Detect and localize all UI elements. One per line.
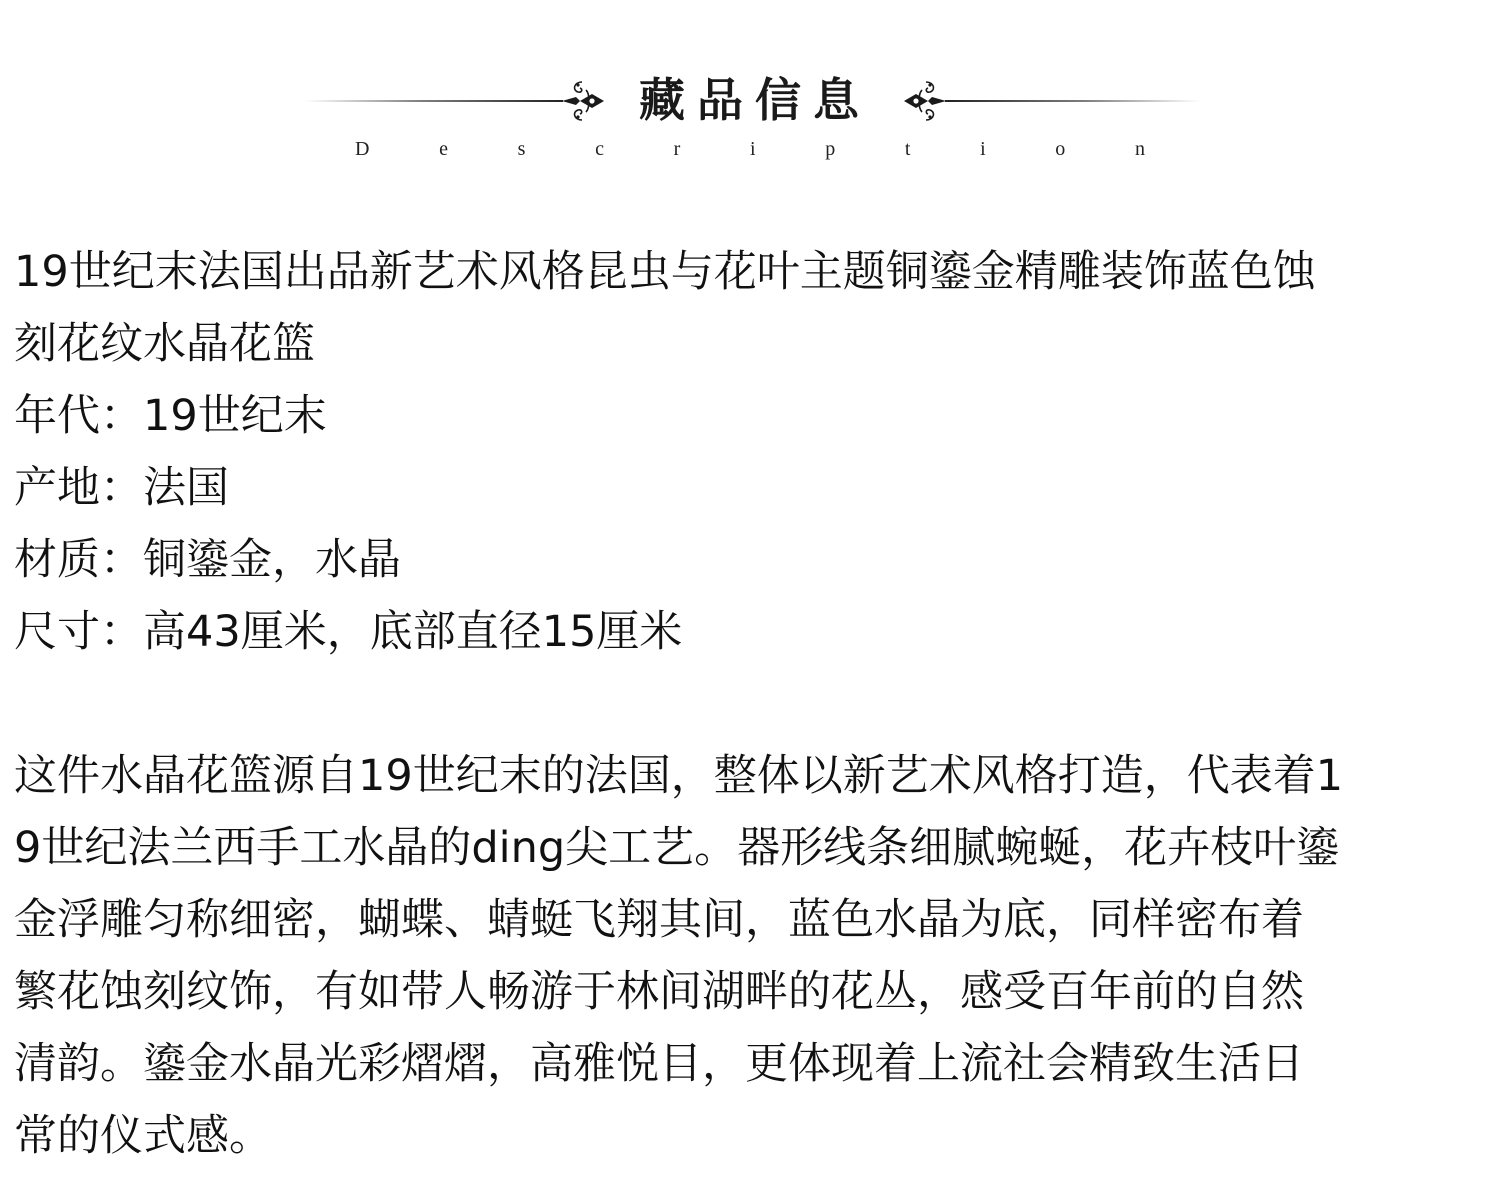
description-line: 9世纪法兰西手工水晶的ding尖工艺。器形线条细腻蜿蜒，花卉枝叶鎏 [14,823,1340,873]
section-header [0,0,1500,180]
description-line: 常的仪式感。 [14,1111,272,1161]
subtitle-letter: c [595,138,604,160]
product-name-line: 刻花纹水晶花篮 [14,319,315,369]
spec-material: 材质：铜鎏金，水晶 [14,535,401,585]
description-line: 繁花蚀刻纹饰，有如带人畅游于林间湖畔的花丛，感受百年前的自然 [14,967,1304,1017]
spec-era: 年代：19世纪末 [14,391,327,441]
flourish-ornament-icon [556,76,608,126]
subtitle-letter: r [673,138,681,160]
spec-dimensions: 尺寸：高43厘米，底部直径15厘米 [14,607,683,657]
description-content [14,236,1494,1172]
header-rule-right [945,100,1200,102]
subtitle-letter: p [825,138,836,160]
subtitle-letter: o [1055,138,1066,160]
subtitle-letter: e [439,138,448,160]
subtitle-letter: s [517,138,526,160]
subtitle-letter: n [1134,138,1145,160]
subtitle-letter: i [749,138,756,160]
product-name-line: 19世纪末法国出品新艺术风格昆虫与花叶主题铜鎏金精雕装饰蓝色蚀 [14,247,1316,297]
header-rule-left [305,100,563,102]
subtitle-letter: D [355,138,370,160]
paragraph-gap [14,668,1494,740]
description-line: 金浮雕匀称细密，蝴蝶、蜻蜓飞翔其间，蓝色水晶为底，同样密布着 [14,895,1304,945]
description-line: 清韵。鎏金水晶光彩熠熠，高雅悦目，更体现着上流社会精致生活日 [14,1039,1304,1089]
section-title: 藏品信息 [639,73,871,127]
spec-origin: 产地：法国 [14,463,229,513]
subtitle-letter: t [904,138,911,160]
description-line: 这件水晶花篮源自19世纪末的法国，整体以新艺术风格打造，代表着1 [14,751,1344,801]
subtitle-letter: i [980,138,986,160]
section-subtitle [355,136,1145,162]
